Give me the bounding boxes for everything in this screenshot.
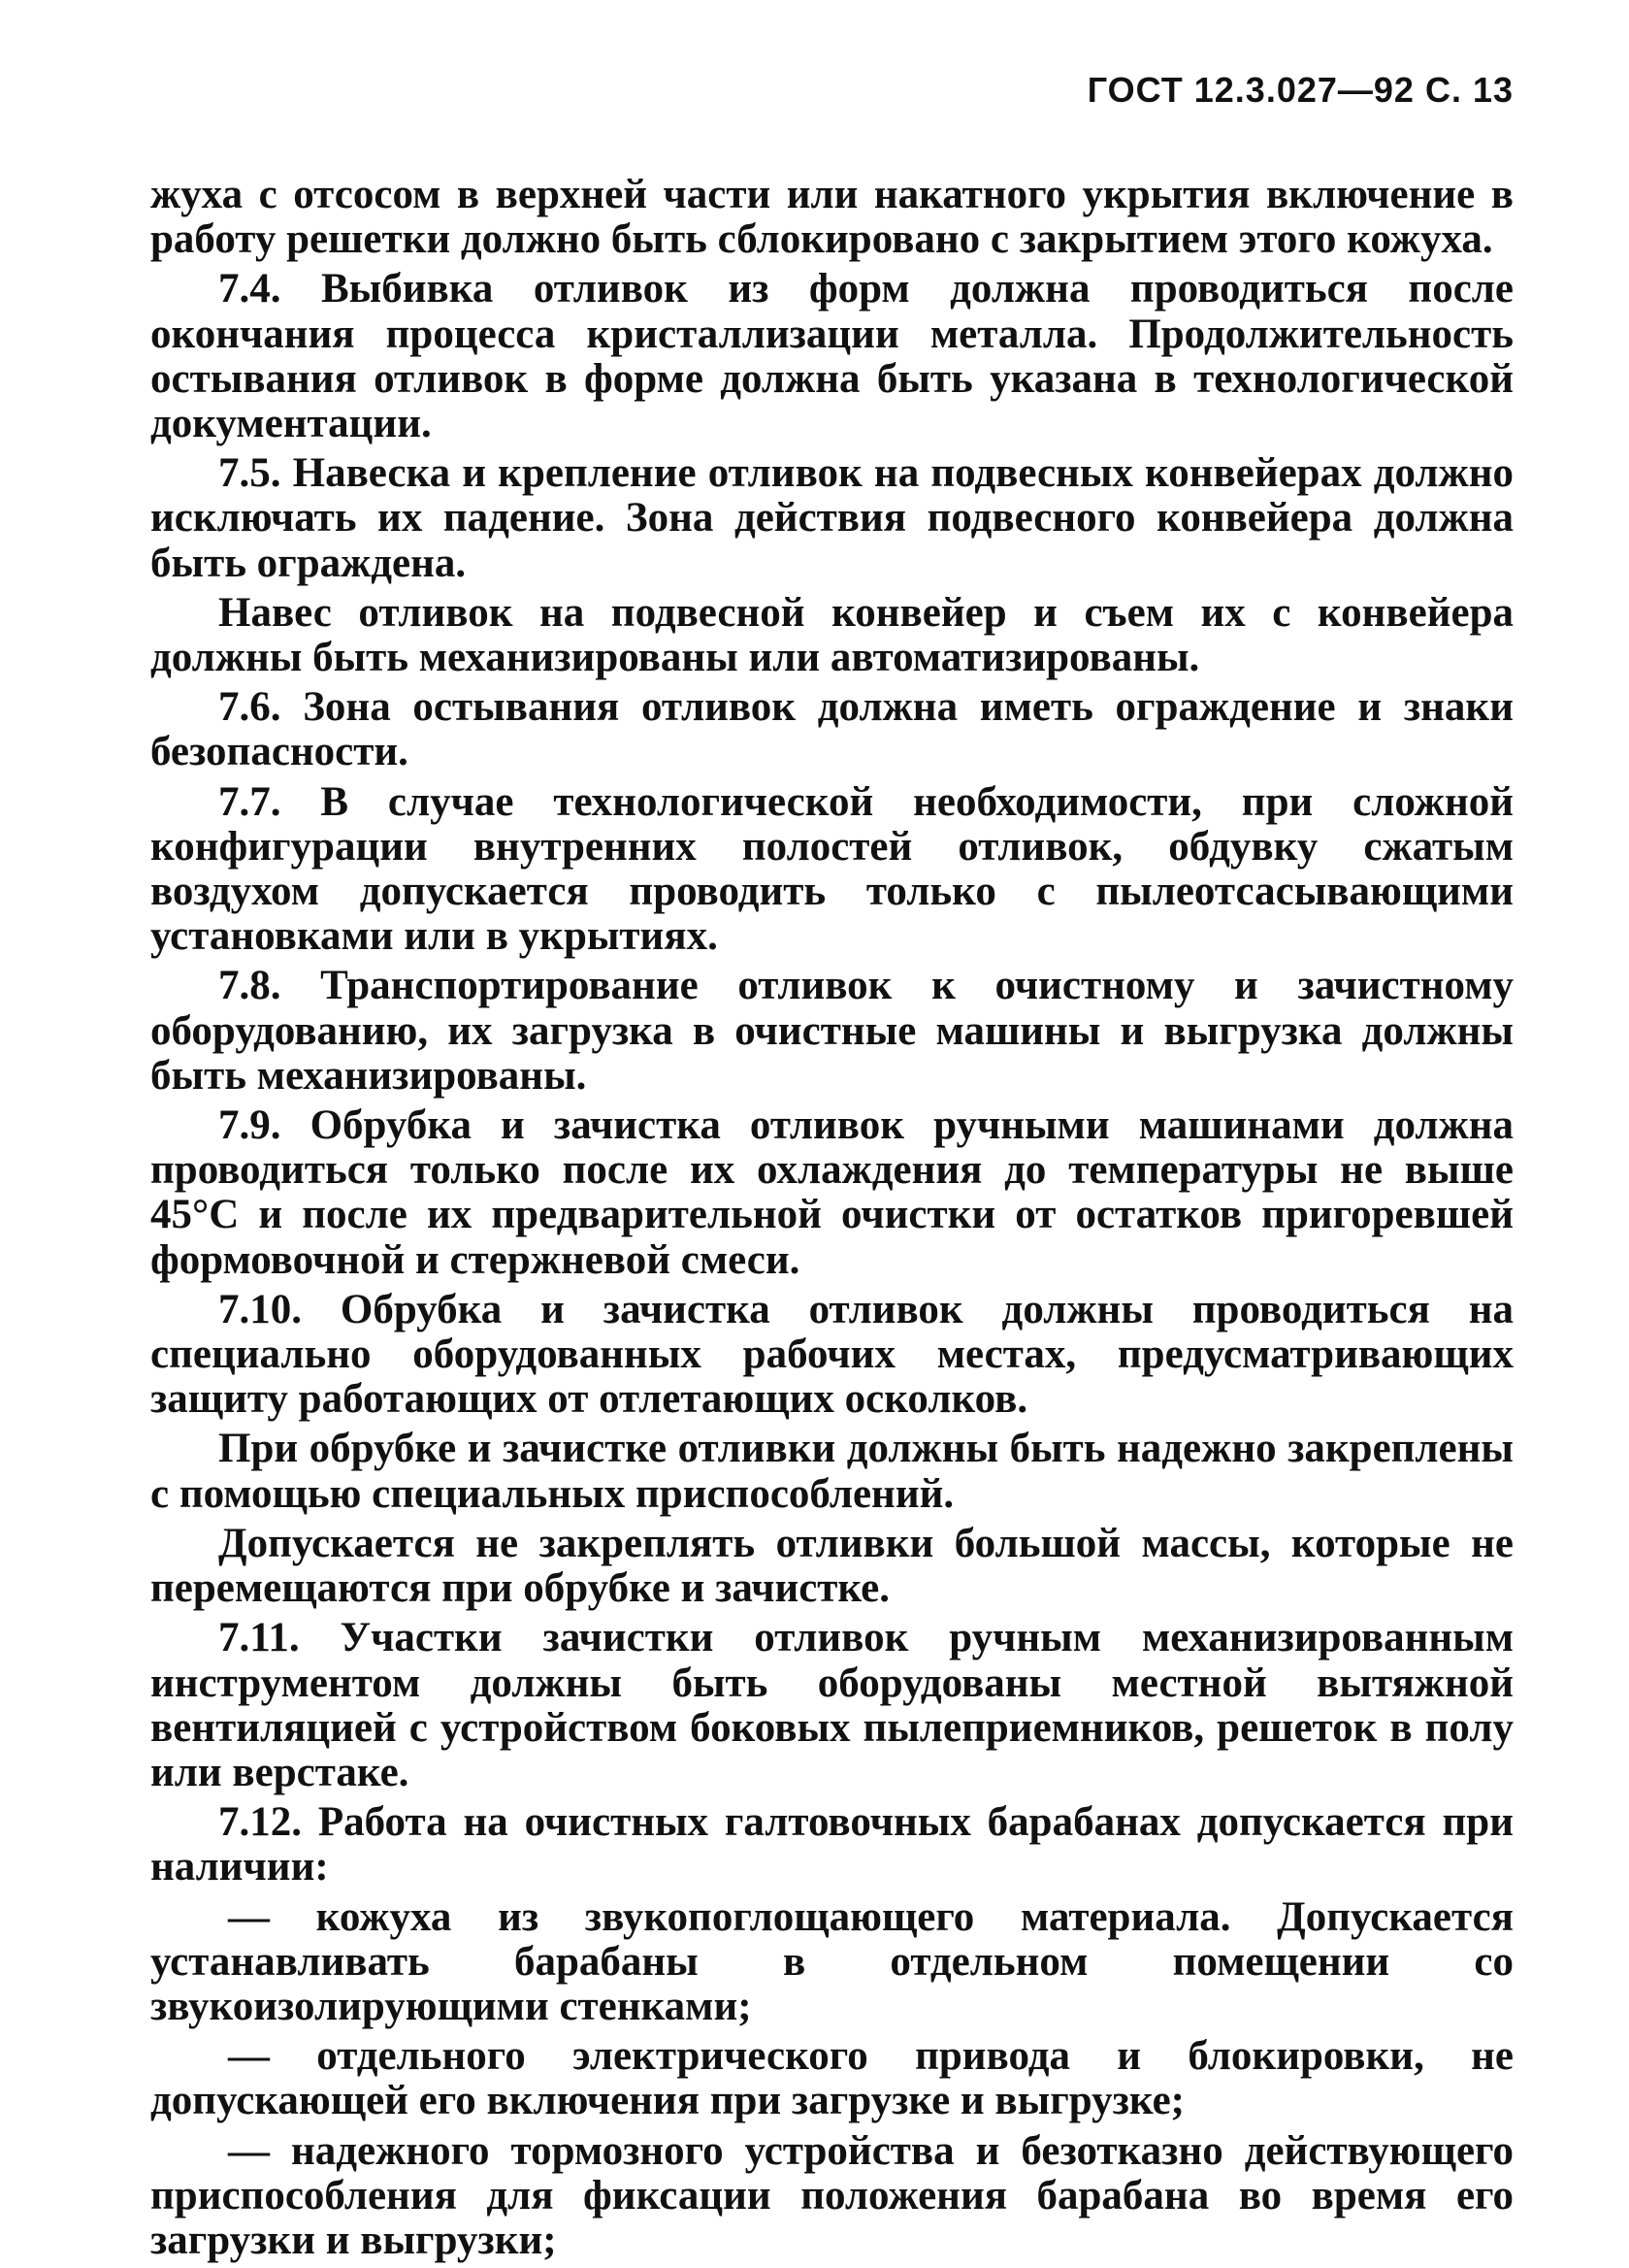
list-item: — надежного тормозного устройства и безотказно действующего приспособления для фиксации положения барабана во время его загрузки и выгрузки; [150,2127,1514,2263]
paragraph: 7.7. В случае технологической необходимости, при сложной конфигурации внутренних полостей отливок, обдувку сжатым воздухом допускается проводить только с пылеотсасывающими установками или в укрытиях. [150,778,1514,960]
document-page [150,58,1514,2263]
document-body [150,173,1514,2268]
paragraph: Навес отливок на подвесной конвейер и съем их с конвейера должны быть механизированы или автоматизированы. [150,589,1514,681]
paragraph: 7.6. Зона остывания отливок должна иметь ограждение и знаки безопасности. [150,684,1514,775]
paragraph: 7.4. Выбивка отливок из форм должна проводиться после окончания процесса кристаллизации металла. Продолжительность остывания отливок в форме должна быть указана в технологической документации. [150,266,1514,447]
paragraph: 7.10. Обрубка и зачистка отливок должны проводиться на специально оборудованных рабочих местах, предусматривающих защиту работающих от отлетающих осколков. [150,1286,1514,1423]
paragraph: 7.8. Транспортирование отливок к очистному и зачистному оборудованию, их загрузка в очистные машины и выгрузка должны быть механизированы. [150,963,1514,1099]
paragraph: 7.5. Навеска и крепление отливок на подвесных конвейерах должно исключать их падение. Зона действия подвесного конвейера должна быть ограждена. [150,450,1514,586]
list-item: — кожуха из звукопоглощающего материала. Допускается устанавливать барабаны в отдельном помещении со звукоизолирующими стенками; [150,1893,1514,2029]
paragraph: 7.9. Обрубка и зачистка отливок ручными машинами должна проводиться только после их охлаждения до температуры не выше 45°С и после их предварительной очистки от остатков пригоревшей формовочной и стержневой смеси. [150,1102,1514,1283]
page-header: ГОСТ 12.3.027—92 С. 13 [1087,70,1514,110]
paragraph: При обрубке и зачистке отливки должны быть надежно закреплены с помощью специальных приспособлений. [150,1426,1514,1517]
paragraph: жуха с отсосом в верхней части или накатного укрытия включение в работу решетки должно быть сблокировано с закрытием этого кожуха. [150,172,1514,263]
paragraph: Допускается не закреплять отливки большой массы, которые не перемещаются при обрубке и зачистке. [150,1520,1514,1612]
paragraph: 7.12. Работа на очистных галтовочных барабанах допускается при наличии: [150,1799,1514,1890]
list-item: — отдельного электрического привода и блокировки, не допускающей его включения при загрузке и выгрузке; [150,2033,1514,2124]
paragraph: 7.11. Участки зачистки отливок ручным механизированным инструментом должны быть оборудованы местной вытяжной вентиляцией с устройством боковых пылеприемников, решеток в полу или верстаке. [150,1615,1514,1795]
